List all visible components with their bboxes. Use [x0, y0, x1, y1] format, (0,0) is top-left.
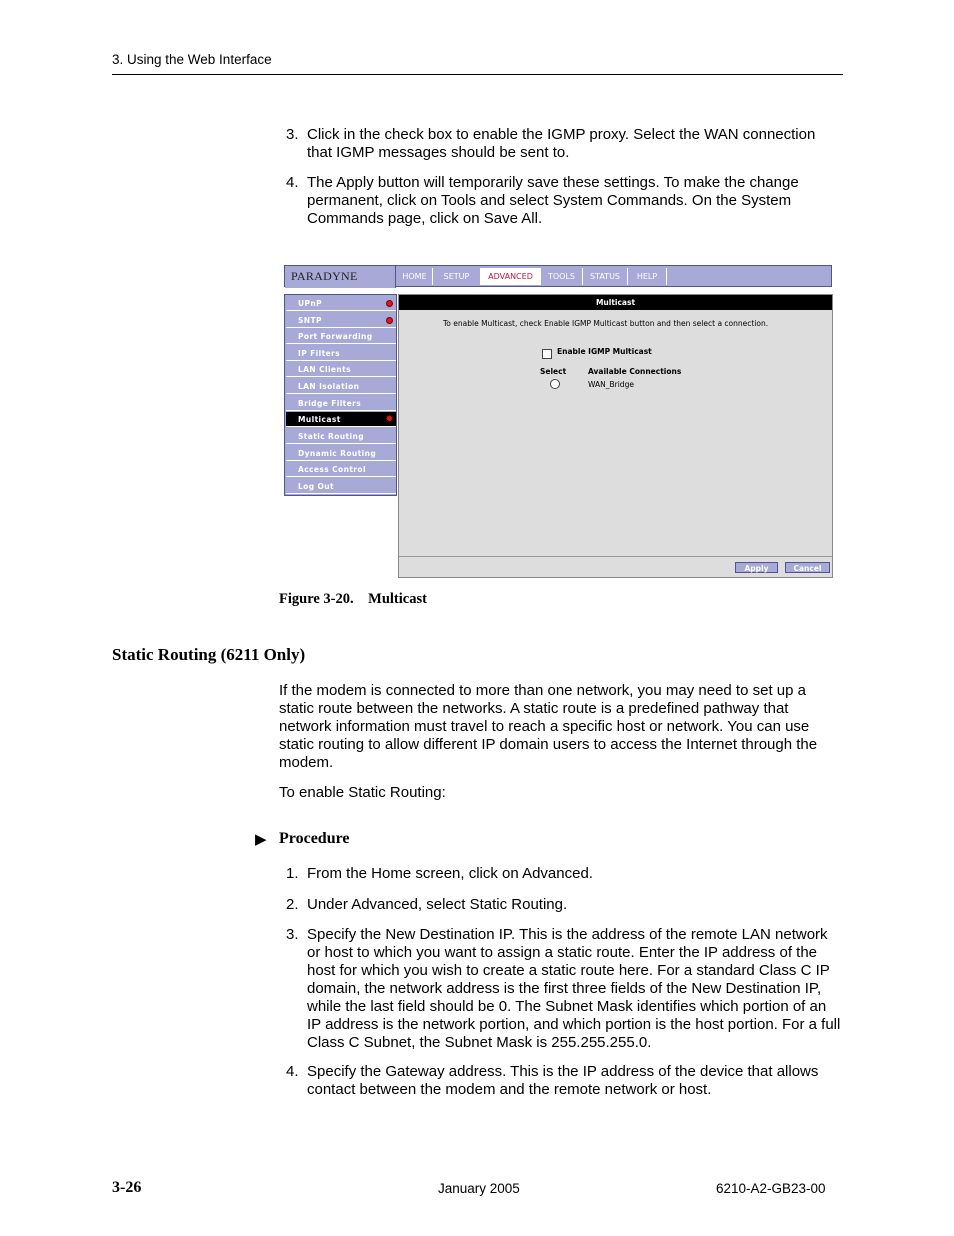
sidebar-item-access-control[interactable]: Access Control — [286, 462, 396, 477]
sidebar-item-log-out[interactable]: Log Out — [286, 479, 396, 494]
connection-name: WAN_Bridge — [588, 380, 634, 389]
panel-title: Multicast — [399, 295, 832, 310]
active-burst-icon: ✹ — [385, 414, 394, 425]
sidebar-item-port-forwarding[interactable]: Port Forwarding — [286, 329, 396, 344]
intro-paragraph: If the modem is connected to more than one network, you may need to set up a static route between the networks. A static route is a predefined pathway that network information must travel to reach a specific host or network. You can use static routing to allow different IP domain users to access the Internet through the modem. — [279, 682, 818, 771]
apply-button[interactable]: Apply — [735, 562, 778, 573]
enable-igmp-label: Enable IGMP Multicast — [557, 347, 652, 356]
step-text: The Apply button will temporarily save these settings. To make the change permanent, click on Tools and select System Commands. On the System Commands page, click on Save All. — [307, 174, 799, 227]
paradyne-logo: PARADYNE — [285, 266, 396, 288]
step-number: 4. — [286, 174, 299, 191]
sidebar-item-ip-filters[interactable]: IP Filters — [286, 346, 396, 361]
step-number: 3. — [286, 926, 299, 943]
figure-caption: Figure 3-20. Multicast — [279, 591, 427, 607]
step-text: Click in the check box to enable the IGMP proxy. Select the WAN connection that IGMP messages should be sent to. — [307, 126, 816, 161]
status-dot-icon — [386, 317, 393, 324]
enable-igmp-checkbox[interactable] — [542, 349, 552, 359]
step-number: 3. — [286, 126, 299, 143]
step-text: From the Home screen, click on Advanced. — [307, 865, 593, 882]
sidebar-item-bridge-filters[interactable]: Bridge Filters — [286, 396, 396, 411]
procedure-arrow-icon: ▶ — [255, 831, 267, 848]
sidebar-item-multicast[interactable] — [286, 412, 396, 427]
step-number: 1. — [286, 865, 299, 882]
sidebar-item-upnp[interactable] — [286, 296, 396, 311]
cancel-button[interactable]: Cancel — [785, 562, 830, 573]
sidebar-item-static-routing[interactable]: Static Routing — [286, 429, 396, 444]
page-number: 3-26 — [112, 1179, 142, 1196]
sidebar-item-lan-clients[interactable]: LAN Clients — [286, 362, 396, 377]
sidebar-item-label: Multicast — [298, 415, 341, 424]
header-rule — [112, 74, 843, 75]
connection-radio[interactable] — [550, 379, 560, 389]
select-header: Select — [540, 367, 567, 376]
advanced-sidebar — [284, 294, 397, 496]
step-number: 4. — [286, 1063, 299, 1080]
tab-help[interactable]: HELP — [628, 268, 667, 285]
multicast-screenshot — [284, 265, 833, 578]
footer-date: January 2005 — [438, 1181, 520, 1196]
tab-home[interactable]: HOME — [397, 268, 433, 285]
running-head: 3. Using the Web Interface — [112, 52, 272, 67]
tab-advanced[interactable]: ADVANCED — [481, 268, 541, 285]
procedure-label: Procedure — [279, 830, 350, 847]
step-number: 2. — [286, 896, 299, 913]
step-text: Specify the New Destination IP. This is the address of the remote LAN network or host to which you want to assign a static route. Enter the IP address of the host for which you wish to create a static route here. For a standard Class C IP domain, the network address is the first three fields of the New Destination IP, while the last field should be 0. The Subnet Mask identifies which portion of an IP address is the network portion, and which portion is the host portion. For a full Class C Subnet, the Subnet Mask is 255.255.255.0. — [307, 926, 841, 1051]
tab-tools[interactable]: TOOLS — [541, 268, 583, 285]
status-dot-icon — [386, 300, 393, 307]
sidebar-item-lan-isolation[interactable]: LAN Isolation — [286, 379, 396, 394]
step-text: Specify the Gateway address. This is the IP address of the device that allows contact between the modem and the remote network or host. — [307, 1063, 819, 1098]
panel-instruction: To enable Multicast, check Enable IGMP Multicast button and then select a connection. — [443, 319, 769, 328]
sidebar-item-sntp[interactable] — [286, 313, 396, 328]
sidebar-item-label: SNTP — [298, 316, 322, 325]
sidebar-item-dynamic-routing[interactable]: Dynamic Routing — [286, 446, 396, 461]
multicast-panel — [398, 294, 833, 578]
lead-in: To enable Static Routing: — [279, 784, 446, 801]
tab-status[interactable]: STATUS — [583, 268, 628, 285]
top-nav-bar — [284, 265, 832, 287]
connections-header: Available Connections — [588, 367, 682, 376]
step-text: Under Advanced, select Static Routing. — [307, 896, 568, 913]
sidebar-item-label: UPnP — [298, 299, 323, 308]
tab-setup[interactable]: SETUP — [433, 268, 481, 285]
panel-divider — [399, 556, 832, 557]
footer-doc-id: 6210-A2-GB23-00 — [716, 1181, 826, 1196]
section-heading: Static Routing (6211 Only) — [112, 645, 306, 664]
